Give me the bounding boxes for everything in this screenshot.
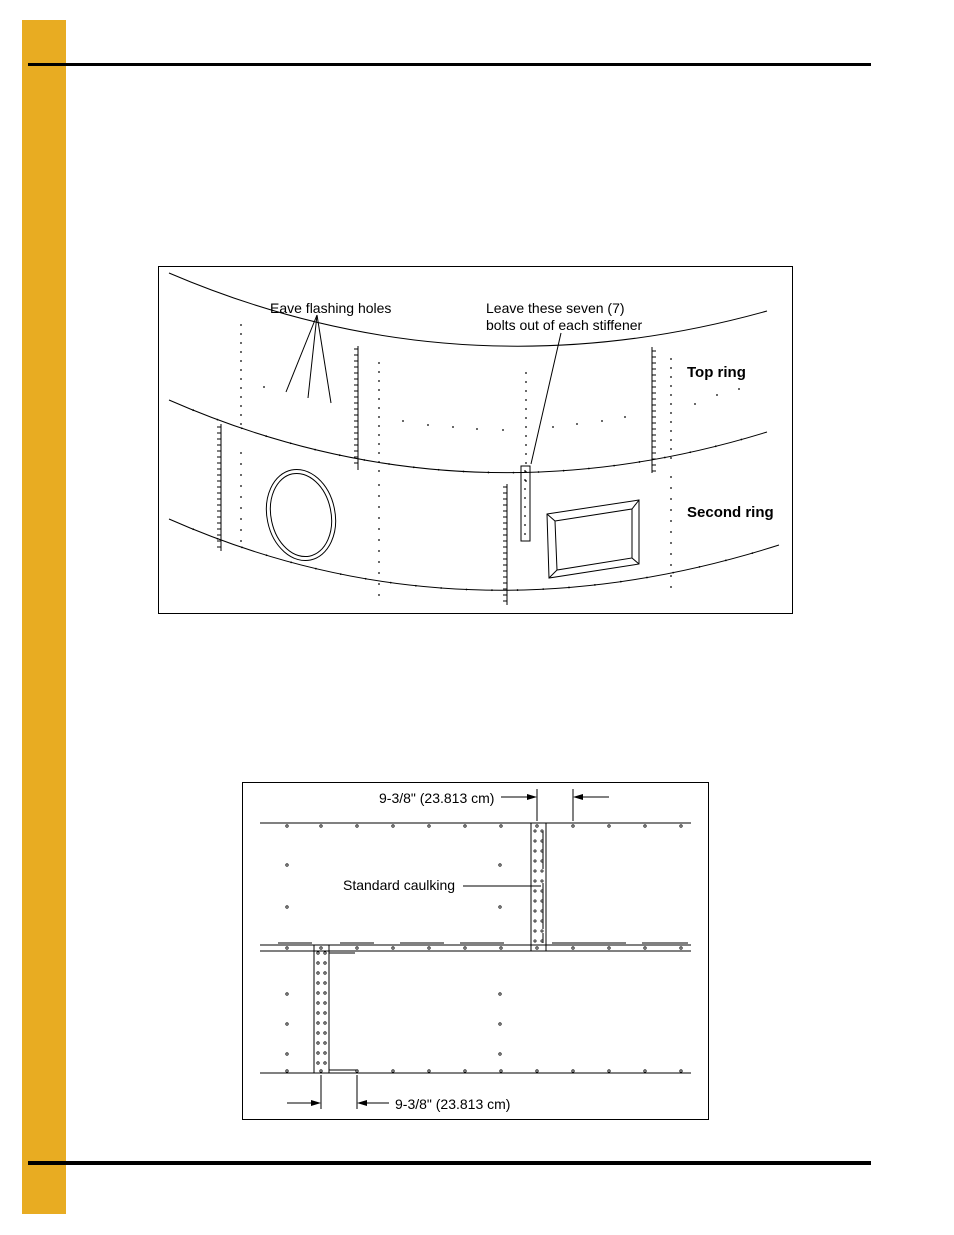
header-rule	[28, 63, 871, 66]
roof-edge-curve	[169, 273, 767, 346]
bin-rings-drawing	[159, 267, 792, 613]
bin-rings-figure	[158, 266, 793, 614]
dimension-top-label: 9-3/8" (23.813 cm)	[379, 790, 495, 806]
top-ring-bottom-curve	[169, 400, 767, 473]
top-ring-label: Top ring	[687, 364, 746, 381]
eave-flashing-holes-label: Eave flashing holes	[270, 300, 392, 316]
second-ring-label: Second ring	[687, 504, 774, 521]
caulking-layout-drawing	[243, 783, 708, 1119]
footer-rule	[28, 1161, 871, 1165]
caulking-layout-figure	[242, 782, 709, 1120]
leave-bolts-label-line2: bolts out of each stiffener	[486, 317, 643, 333]
dimension-bottom-label: 9-3/8" (23.813 cm)	[395, 1096, 511, 1112]
side-color-bar	[22, 20, 66, 1214]
leave-bolts-label-line1: Leave these seven (7)	[486, 300, 625, 316]
standard-caulking-label: Standard caulking	[343, 877, 456, 893]
second-ring-bottom-curve	[169, 519, 779, 590]
rectangular-door	[547, 500, 639, 578]
stiffener-bolts-box	[521, 466, 530, 541]
